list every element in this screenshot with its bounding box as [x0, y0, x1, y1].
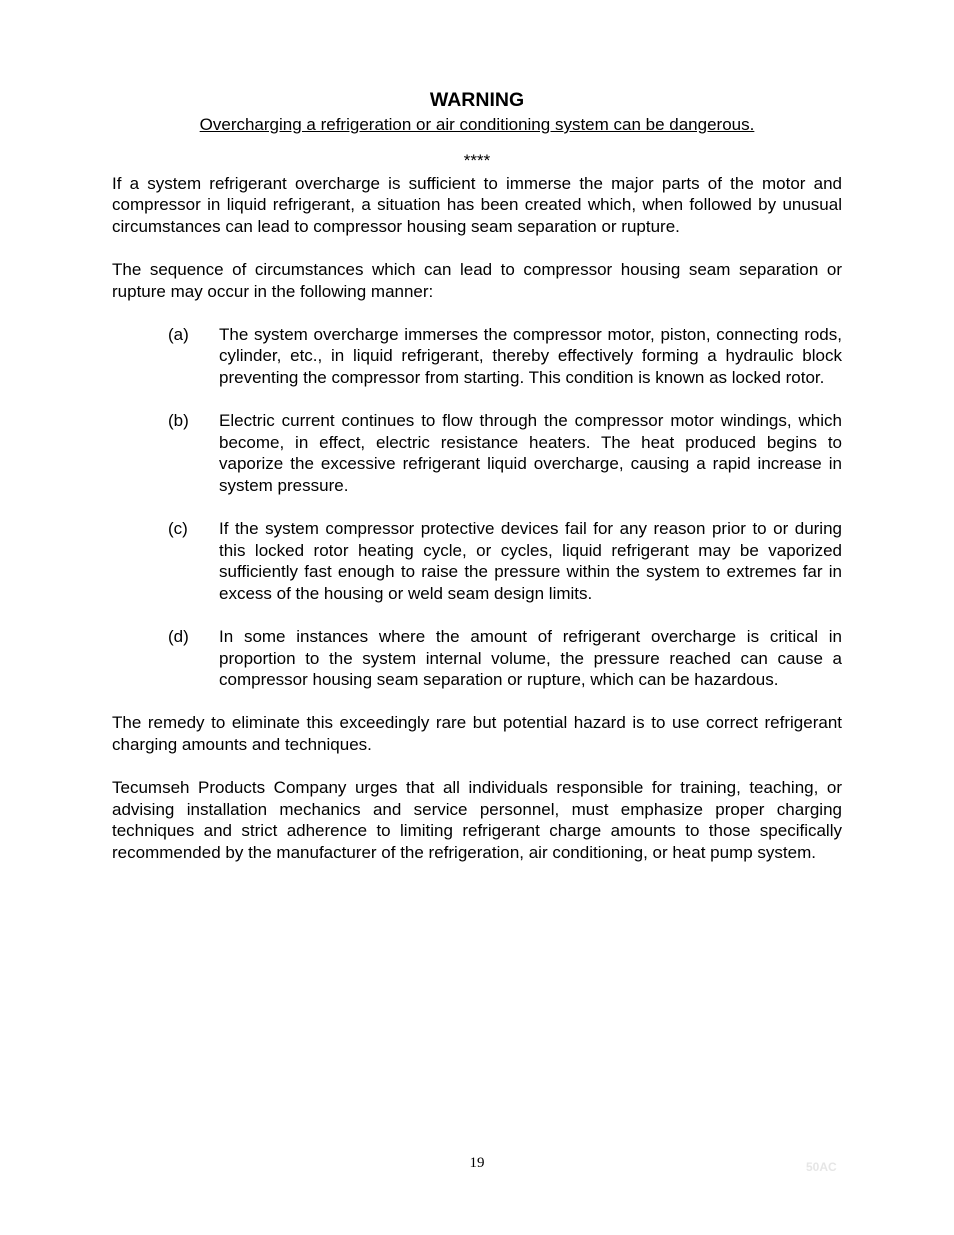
- list-item-c: [112, 518, 842, 604]
- list-marker: (a): [168, 324, 189, 344]
- warning-title: WARNING: [429, 89, 525, 111]
- recommendation-paragraph: Tecumseh Products Company urges that all individuals responsible for training, teaching, or advising installation mechanics and service personnel, must emphasize proper charging techniques and strict adherence to limiting refrigerant charge amounts to those specifically recommended by the manufacturer of the refrigeration, air conditioning, or heat pump system.: [112, 778, 842, 862]
- intro-paragraph: If a system refrigerant overcharge is sufficient to immerse the major parts of the motor and compressor in liquid refrigerant, a situation has been created which, when followed by unusual circumstances can lead to compressor housing seam separation or rupture.: [112, 173, 842, 236]
- list-item-b: [112, 410, 842, 496]
- list-item-d: [112, 626, 842, 691]
- list-item-a: [112, 324, 842, 389]
- list-text: If the system compressor protective devices fail for any reason prior to or during this locked rotor heating cycle, or cycles, liquid refrigerant may be vaporized sufficiently fast enough to raise the pressure within the system to extremes far in excess of the housing or weld seam design limits.: [219, 519, 842, 603]
- list-text: The system overcharge immerses the compressor motor, piston, connecting rods, cylinder, etc., in liquid refrigerant, thereby effectively forming a hydraulic block preventing the compressor from starting. This condition is known as locked rotor.: [219, 324, 842, 387]
- document-code: 50AC: [806, 1160, 837, 1174]
- list-marker: (b): [168, 411, 189, 431]
- warning-subtitle: Overcharging a refrigeration or air conditioning system can be dangerous.: [199, 115, 755, 134]
- list-marker: (d): [168, 627, 189, 647]
- page-number: 19: [469, 1155, 485, 1171]
- remedy-paragraph: The remedy to eliminate this exceedingly rare but potential hazard is to use correct refrigerant charging amounts and techniques.: [112, 713, 842, 755]
- list-text: Electric current continues to flow through the compressor motor windings, which become, in effect, electric resistance heaters. The heat produced begins to vaporize the excessive refrigerant liquid overcharge, causing a rapid increase in system pressure.: [219, 411, 842, 495]
- section-separator: ****: [463, 150, 491, 170]
- list-text: In some instances where the amount of refrigerant overcharge is critical in proportion to the system internal volume, the pressure reached can cause a compressor housing seam separation or rupture, which can be hazardous.: [219, 627, 842, 690]
- document-page: [112, 88, 842, 864]
- sequence-paragraph: The sequence of circumstances which can lead to compressor housing seam separation or rupture may occur in the following manner:: [112, 259, 842, 301]
- list-marker: (c): [168, 519, 188, 539]
